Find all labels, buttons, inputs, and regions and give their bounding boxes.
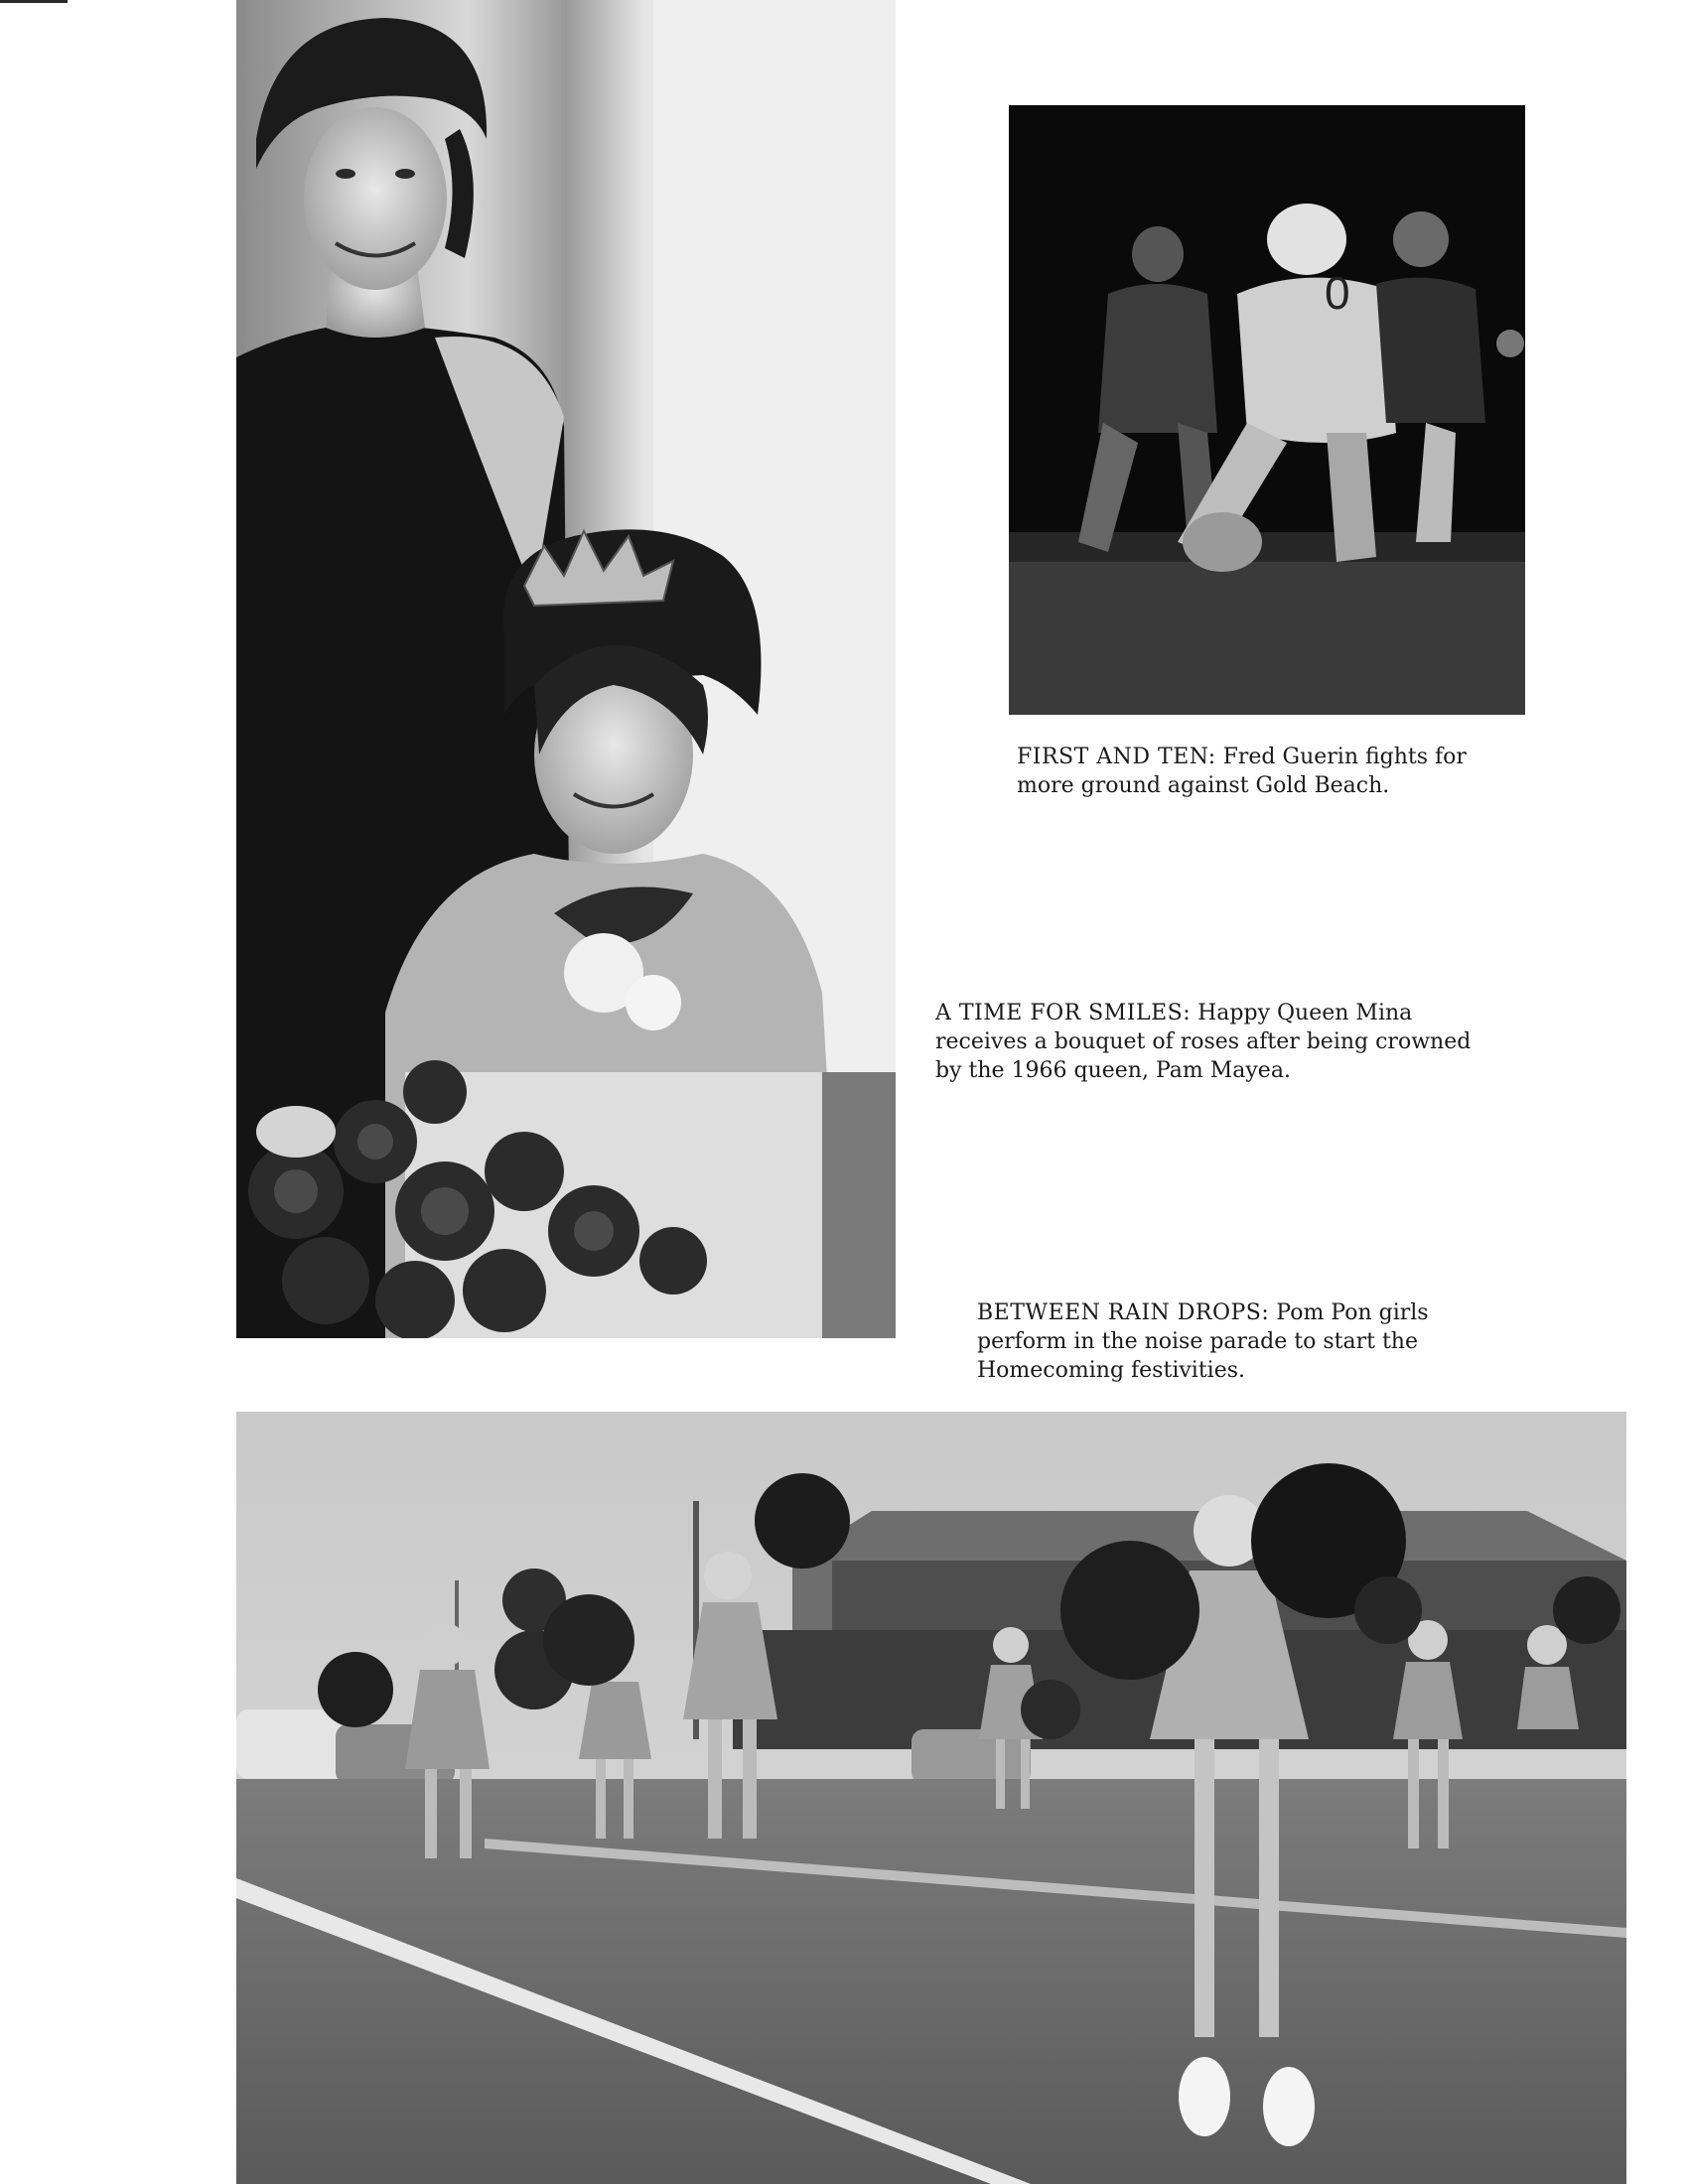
scan-edge-mark <box>0 0 68 3</box>
football-game-photo <box>1009 105 1525 715</box>
football-caption-body: Fred Guerin fights for more ground against Gold Beach. <box>1017 745 1467 798</box>
pom-pon-parade-photo <box>236 1412 1626 2184</box>
queen-photo-illustration <box>236 0 896 1338</box>
queen-caption-lead: A TIME FOR SMILES: <box>935 1001 1192 1025</box>
pompon-caption-lead: BETWEEN RAIN DROPS: <box>977 1300 1270 1325</box>
football-photo-illustration <box>1009 105 1525 715</box>
pompon-caption <box>977 1298 1513 1385</box>
queen-caption <box>935 999 1491 1085</box>
pompon-photo-illustration <box>236 1412 1626 2184</box>
football-caption <box>1017 743 1513 800</box>
svg-text:0: 0 <box>1325 267 1350 319</box>
football-caption-lead: FIRST AND TEN: <box>1017 745 1216 769</box>
pompon-caption-body: Pom Pon girls perform in the noise parade to start the Homecoming festivities. <box>977 1300 1429 1383</box>
queen-caption-body: Happy Queen Mina receives a bouquet of roses after being crowned by the 1966 queen, Pam Mayea. <box>935 1001 1472 1083</box>
homecoming-queen-photo <box>236 0 896 1338</box>
